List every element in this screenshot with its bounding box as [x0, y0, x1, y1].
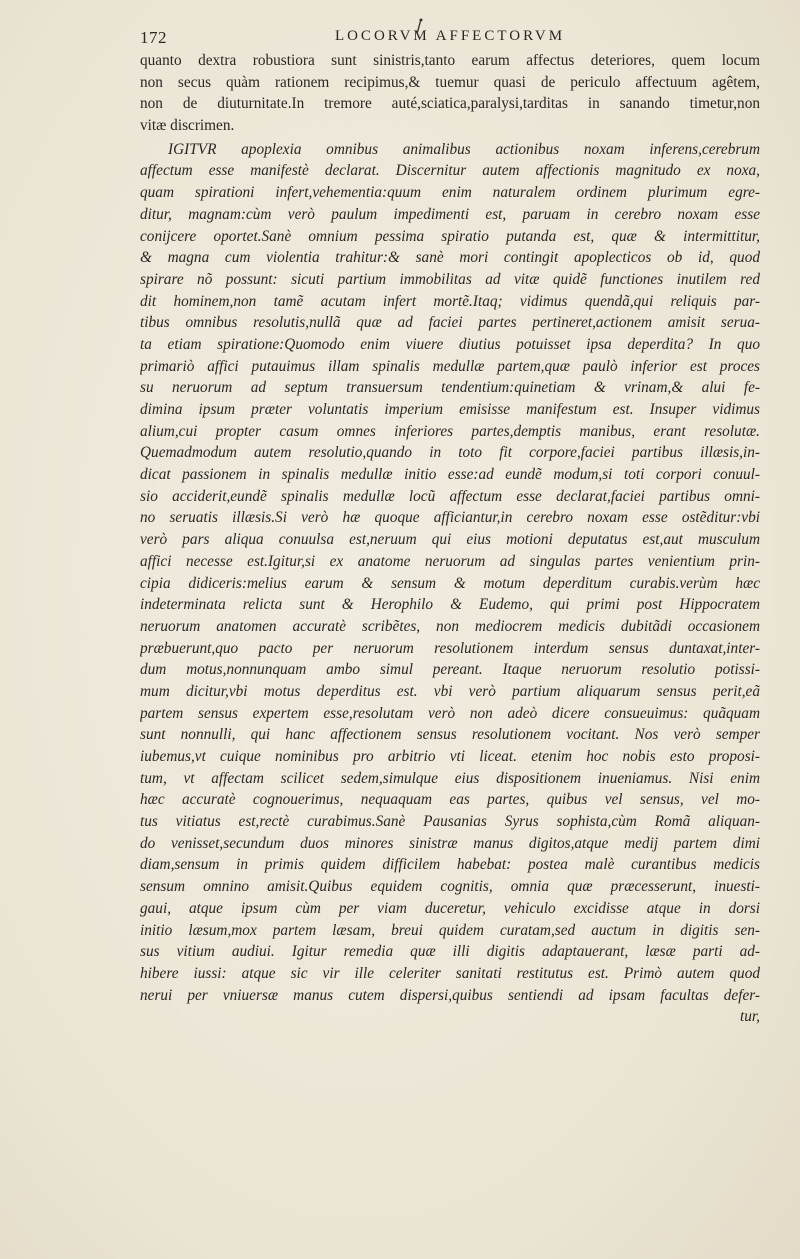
roman-paragraph: [140, 50, 760, 137]
text-line: tus vitiatus est,rectè curabimus.Sanè Pausanias Syrus sophista,cùm Romã aliquan-: [140, 813, 760, 831]
text-line: dicat passionem in spinalis medullæ initio esse:ad eundẽ modum,si toti corpori conuul-: [140, 466, 760, 484]
running-title: LOCORVM AFFECTORVM: [334, 28, 566, 44]
running-head: [140, 24, 760, 50]
text-line: spirare nõ possunt: sicuti partium immobilitas ad vitæ quidẽ functiones inutilem red: [140, 270, 760, 288]
text-line: dum motus,nonnunquam ambo simul pereant. Itaque neruorum resolutio potissi-: [140, 661, 760, 679]
text-line: primariò affici putauimus illam spinalis medullæ partem,quæ paulò inferior est proces: [140, 357, 760, 375]
text-line: præbuerunt,quo pacto per neruorum resolutionem interdum sensus duntaxat,inter-: [140, 639, 760, 657]
text-line: su neruorum ad septum transuersum tendentium:quinetiam & vrinam,& alui fe-: [140, 379, 760, 397]
text-line: no seruatis illæsis.Si verò hæ quoque afficiantur,in cerebro noxam esse ostẽditur:vbi: [140, 509, 760, 527]
text-block: [140, 50, 760, 1028]
catchword: tur,: [740, 1008, 760, 1026]
text-line: tibus omnibus resolutis,nullã quæ ad faciei partes pertineret,actionem amisit serua-: [140, 314, 760, 332]
text-line: quam spirationi infert,vehementia:quum enim naturalem ordinem plurimum egre-: [140, 184, 760, 202]
text-line: nerui per vniuersæ manus cutem dispersi,quibus sentiendi ad ipsam facultas defer-: [140, 986, 760, 1004]
text-line: gaui, atque ipsum cùm per viam duceretur, vehiculo excidisse atque in dorsi: [140, 899, 760, 917]
text-line: dit hominem,non tamẽ acutam infert mortẽ.Itaq; vidimus quendã,qui reliquis par-: [140, 292, 760, 310]
text-line: affici necesse est.Igitur,si ex anatome neruorum ad singulas partes venientium prin-: [140, 552, 760, 570]
text-line: neruorum anatomen accuratè scribẽtes, non mediocrem medicis dubitãdi occasionem: [140, 617, 760, 635]
text-line: sunt nonnulli, qui hanc affectionem sensus resolutionem vocitant. Nos verò semper: [140, 726, 760, 744]
text-line: do venisset,secundum duos minores sinistræ manus digitos,atque medij partem dimi: [140, 834, 760, 852]
text-line: verò pars aliqua conuulsa est,neruum qui eius motioni deputatus est,aut musculum: [140, 531, 760, 549]
text-line: IGITVR apoplexia omnibus animalibus actionibus noxam inferens,cerebrum: [168, 140, 760, 158]
text-line: diam,sensum in primis quidem difficilem habebat: postea malè curantibus medicis: [140, 856, 760, 874]
text-line: sus vitium audiui. Igitur remedia quæ illi digitis adaptauerant, læsæ parti ad-: [140, 943, 760, 961]
text-line: tum, vt affectam scilicet sedem,simulque eius dispositionem inueniamus. Nisi enim: [140, 769, 760, 787]
text-line: & magna cum violentia trahitur:& sanè mori contingit apoplecticos ob id, quod: [140, 249, 760, 267]
text-line: dimina ipsum præter voluntatis imperium emisisse manifestum est. Insuper vidimus: [140, 401, 760, 418]
text-line: quanto dextra robustiora sunt sinistris,tanto earum affectus deteriores, quem locum: [140, 52, 760, 69]
italic-paragraph: [140, 139, 760, 1028]
text-line: conijcere oportet.Sanè omnium pessima spiratio putanda est, quæ & intermittitur,: [140, 227, 760, 245]
text-line: partem sensus expertem esse,resolutam verò non adeò dicere consueuimus: quãquam: [140, 704, 760, 722]
text-line: affectum esse manifestè declarat. Discernitur autem affectionis magnitudo ex noxa,: [140, 162, 760, 180]
ink-mark-icon: [415, 18, 423, 36]
text-line: hibere iussi: atque sic vir ille celeriter sanitati restitutus est. Primò autem quod: [140, 964, 760, 982]
text-line: Quemadmodum autem resolutio,quando in toto fit corpore,faciei partibus illæsis,in-: [140, 444, 760, 462]
text-line: sio acciderit,eundẽ spinalis medullæ locũ affectum esse declarat,faciei partibus omni-: [140, 487, 760, 505]
text-line: non de diuturnitate.In tremore auté,sciatica,paralysi,tarditas in sanando timetur,non: [140, 95, 760, 113]
text-line: cipia didiceris:melius earum & sensum & motum deperditum curabis.verùm hæc: [140, 574, 760, 592]
text-line: alium,cui propter casum omnes inferiores partes,demptis manibus, erant resolutæ.: [140, 422, 760, 440]
text-line: vitæ discrimen.: [140, 117, 235, 135]
text-line: iubemus,vt cuique nominibus pro arbitrio vti liceat. etenim hoc nobis esto proposi-: [140, 748, 760, 765]
text-line: non secus quàm rationem recipimus,& tuemur quasi de periculo affectuum agêtem,: [140, 73, 760, 91]
text-line: initio læsum,mox partem læsam, breui quidem curatam,sed auctum in digitis sen-: [140, 921, 760, 939]
text-line: sensum omnino amisit.Quibus equidem cognitis, omnia quæ præcesserunt, inuesti-: [140, 878, 760, 896]
text-line: hæc accuratè cognouerimus, nequaquam eas partes, quibus vel sensus, vel mo-: [140, 791, 760, 809]
text-line: ditur, magnam:cùm verò paulum impedimenti est, paruam in cerebro noxam esse: [140, 205, 760, 223]
text-line: mum dicitur,vbi motus deperditus est. vbi verò partium aliquarum sensus perit,eã: [140, 682, 760, 700]
page-number: 172: [140, 28, 167, 47]
text-line: ta etiam spiratione:Quomodo enim viuere diutius potuisset ipsa deperdita? In quo: [140, 335, 760, 353]
text-line: indeterminata relicta sunt & Herophilo & Eudemo, qui primi post Hippocratem: [140, 596, 760, 614]
